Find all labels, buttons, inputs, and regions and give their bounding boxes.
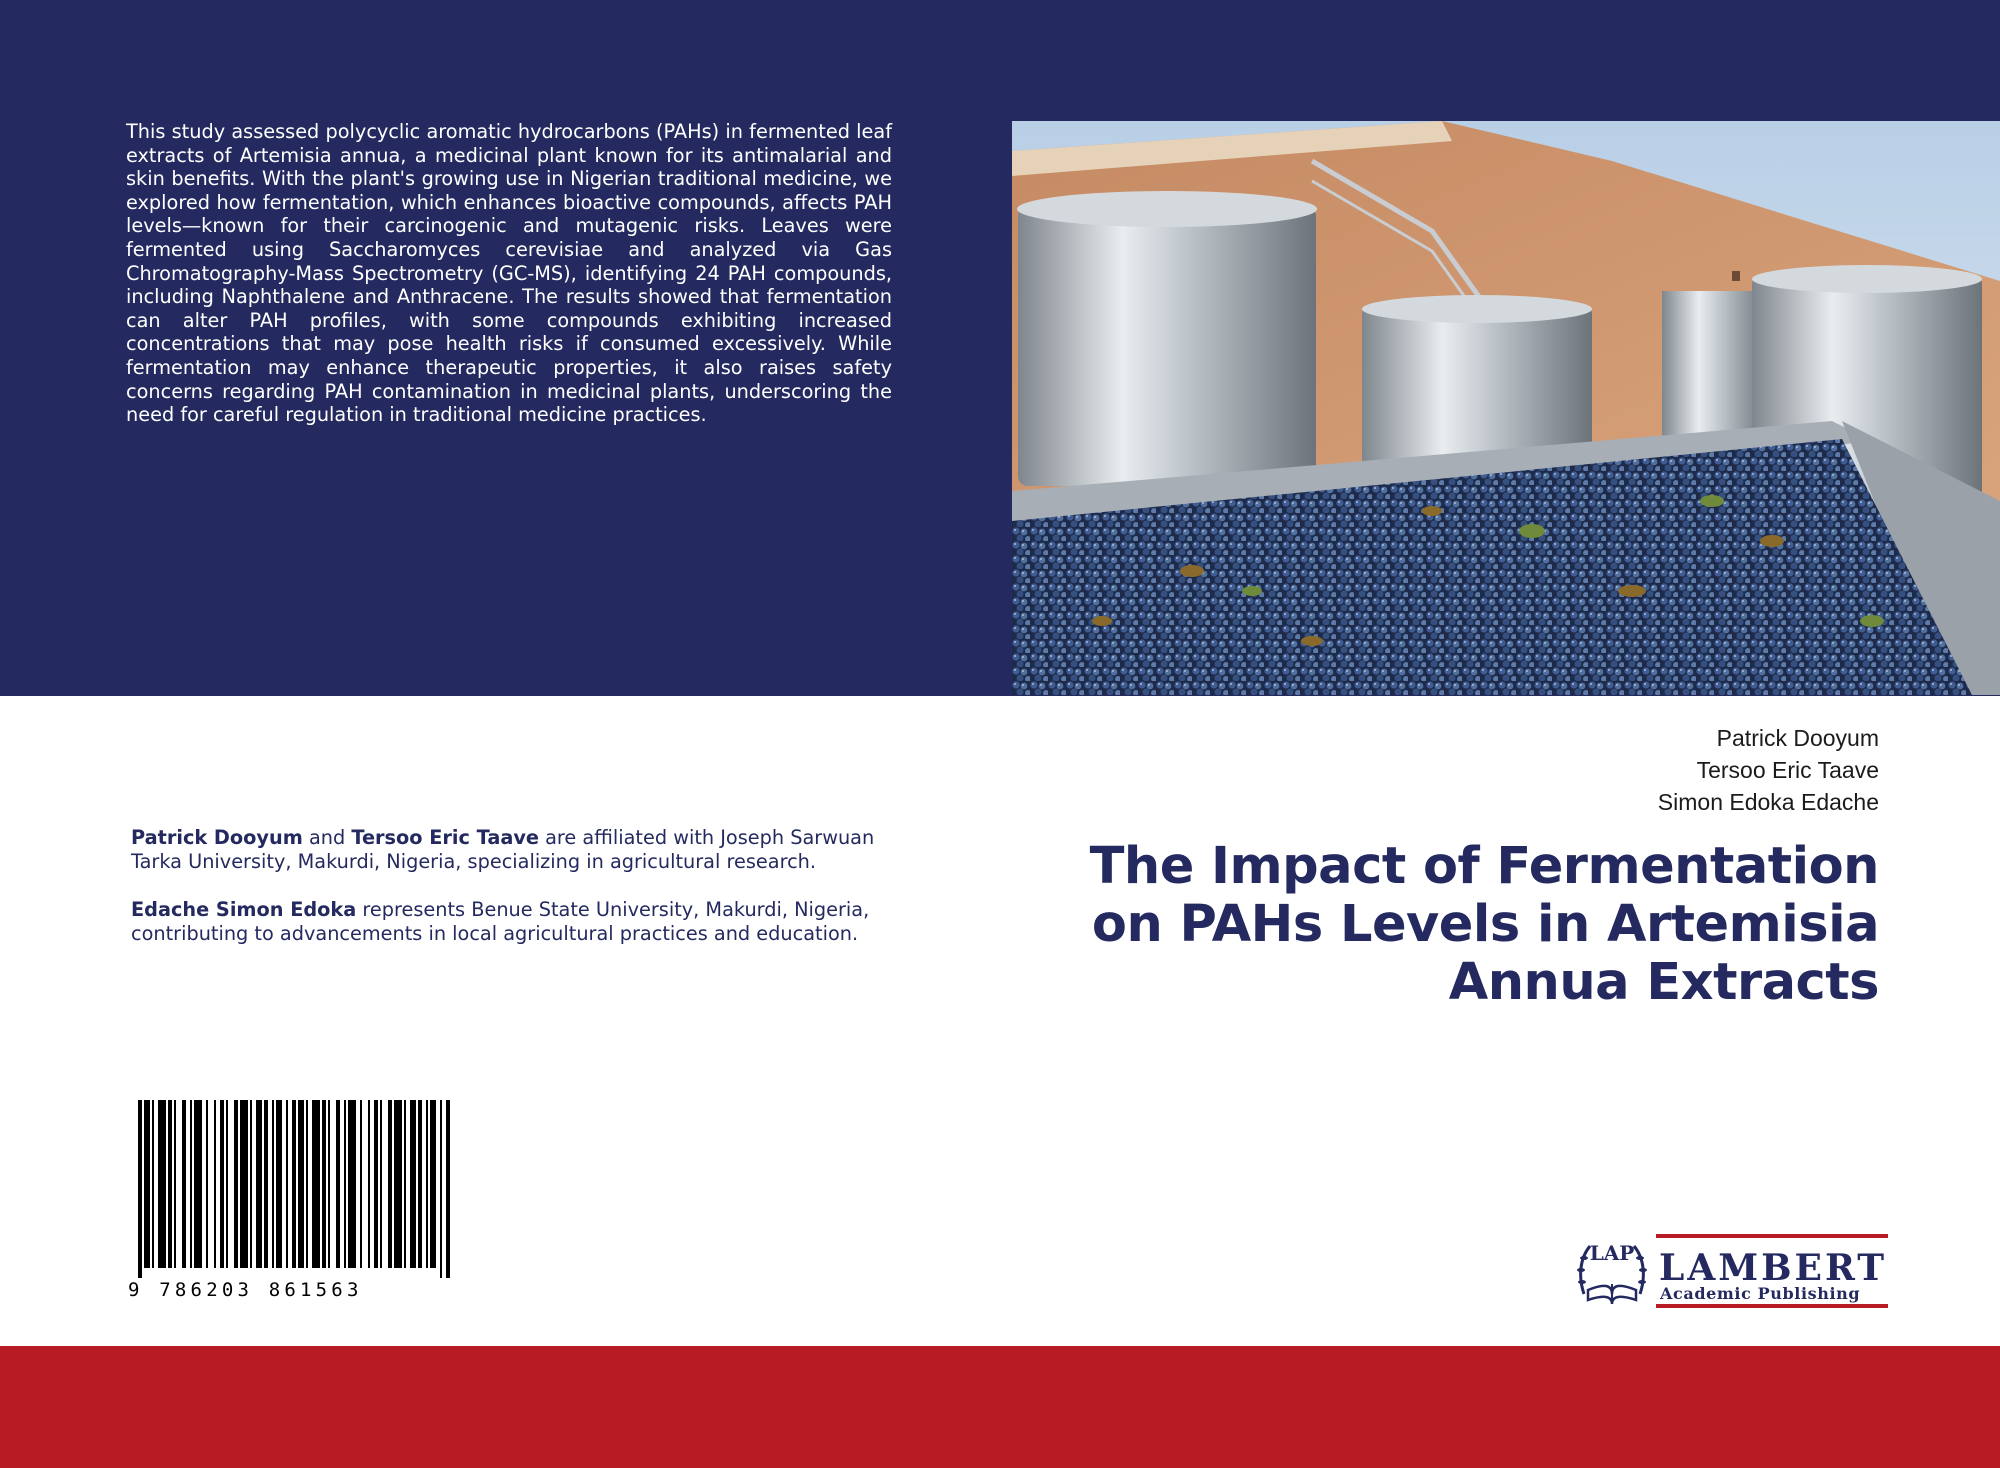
barcode-bar	[298, 1100, 304, 1268]
barcode-bar	[394, 1100, 402, 1268]
bio-author-name: Edache Simon Edoka	[131, 898, 357, 921]
barcode-bar	[256, 1100, 262, 1268]
barcode-bar	[250, 1100, 252, 1268]
barcode-bar	[240, 1100, 248, 1268]
cover-photo-fermentation-tanks	[1012, 121, 2000, 695]
barcode-bar	[388, 1100, 392, 1268]
barcode-bar	[312, 1100, 320, 1268]
barcode-bar	[182, 1100, 186, 1268]
author-name: Simon Edoka Edache	[1657, 789, 1879, 815]
barcode-bar	[322, 1100, 326, 1268]
barcode-bar	[446, 1100, 450, 1278]
barcode-bar	[194, 1100, 202, 1268]
bottom-red-band	[0, 1346, 2000, 1468]
barcode-bar	[276, 1100, 282, 1268]
front-cover-authors	[1658, 722, 1879, 818]
bio-paragraph	[131, 898, 911, 946]
publisher-subtitle: Academic Publishing	[1660, 1284, 1861, 1303]
barcode-digits: 9 786203 861563	[128, 1279, 363, 1300]
bio-paragraph	[131, 826, 911, 874]
book-title-line: on PAHs Levels in Artemisia	[1091, 895, 1879, 954]
author-name: Patrick Dooyum	[1716, 725, 1879, 751]
isbn-barcode	[128, 1100, 458, 1300]
book-title-line: The Impact of Fermentation	[1089, 837, 1879, 896]
barcode-bar	[328, 1100, 330, 1268]
barcode-bar	[440, 1100, 442, 1278]
barcode-bar	[306, 1100, 308, 1268]
barcode-bar	[418, 1100, 422, 1268]
book-title-line: Annua Extracts	[1448, 953, 1879, 1012]
bio-text: and	[302, 826, 352, 849]
barcode-bar	[264, 1100, 268, 1268]
barcode-bar	[214, 1100, 216, 1268]
barcode-bar	[292, 1100, 296, 1268]
barcode-bar	[206, 1100, 208, 1268]
barcode-bar	[144, 1100, 150, 1268]
barcode-bar	[286, 1100, 288, 1268]
barcode-bar	[430, 1100, 436, 1268]
author-bio	[131, 826, 911, 970]
bio-author-name: Tersoo Eric Taave	[351, 826, 539, 849]
barcode-bar	[410, 1100, 416, 1268]
barcode-bar	[272, 1100, 274, 1268]
book-title	[1059, 838, 1879, 1012]
barcode-bar	[344, 1100, 346, 1268]
bio-author-name: Patrick Dooyum	[131, 826, 303, 849]
barcode-bar	[168, 1100, 172, 1268]
barcode-bar	[234, 1100, 238, 1268]
barcode-bar	[380, 1100, 382, 1268]
barcode-bar	[226, 1100, 228, 1268]
barcode-bar	[158, 1100, 166, 1268]
barcode-bar	[360, 1100, 362, 1268]
barcode-bar	[152, 1100, 154, 1268]
barcode-bar	[174, 1100, 176, 1268]
bio-text: are affiliated with Joseph Sarwuan Tarka University, Makurdi, Nigeria, specializing in agricultural research.	[131, 826, 875, 873]
barcode-bar	[404, 1100, 406, 1268]
back-cover-blurb: This study assessed polycyclic aromatic hydrocarbons (PAHs) in fermented leaf extracts of Artemisia annua, a medicinal plant known for its antimalarial and skin benefits. With the plant's growing use in Nigerian traditional medicine, we explored how fermentation, which enhances bioactive compounds, affects PAH levels—known for their carcinogenic and mutagenic risks. Leaves were fermented using Saccharomyces cerevisiae and analyzed via Gas Chromatography-Mass Spectrometry (GC-MS), identifying 24 PAH compounds, including Naphthalene and Anthracene. The results showed that fermentation can alter PAH profiles, with some compounds exhibiting increased concentrations that may pose health risks if consumed excessively. While fermentation may enhance therapeutic properties, it also raises safety concerns regarding PAH contamination in medicinal plants, underscoring the need for careful regulation in traditional medicine practices.	[126, 120, 892, 427]
barcode-bar	[426, 1100, 428, 1268]
barcode-bar	[220, 1100, 224, 1268]
barcode-bar	[368, 1100, 370, 1268]
bio-text: represents Benue State University, Makurdi, Nigeria, contributing to advancements in local agricultural practices and education.	[131, 898, 870, 945]
barcode-bar	[336, 1100, 340, 1268]
barcode-bar	[190, 1100, 192, 1268]
author-name: Tersoo Eric Taave	[1696, 757, 1879, 783]
lambert-publisher-logo	[1576, 1232, 1890, 1312]
barcode-bar	[374, 1100, 378, 1268]
barcode-bar	[138, 1100, 142, 1278]
publisher-mark: LAP	[1589, 1241, 1635, 1265]
publisher-name: LAMBERT	[1659, 1247, 1888, 1289]
barcode-bar	[348, 1100, 356, 1268]
